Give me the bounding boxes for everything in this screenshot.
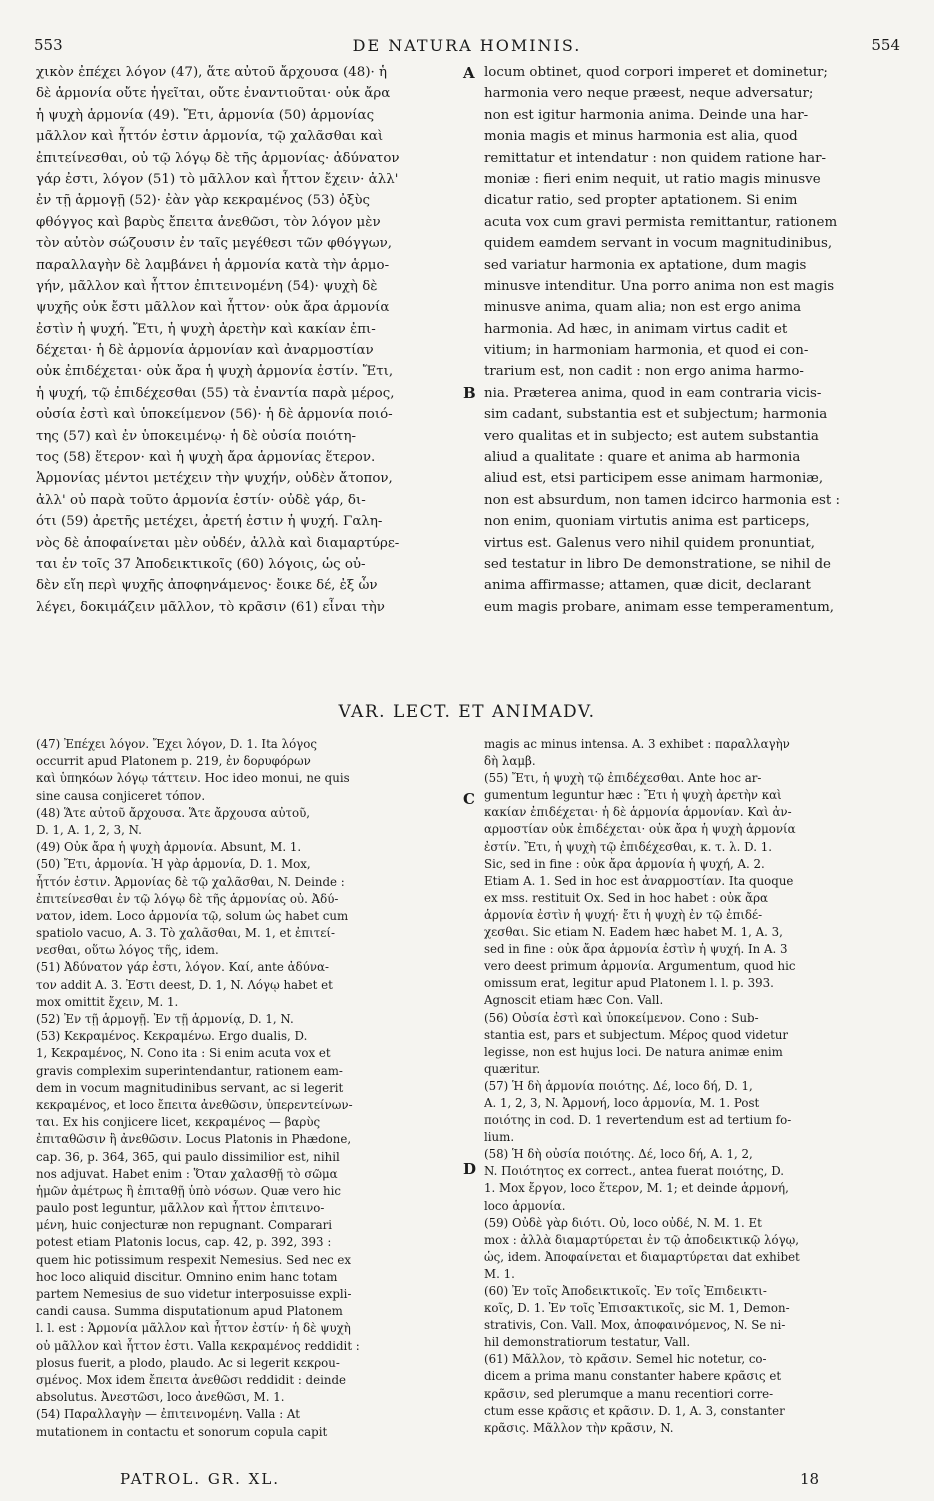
text-line: (54) Παραλλαγὴν — ἐπιτεινομένη. Valla : At: [36, 1407, 300, 1422]
text-line: nia. Præterea anima, quod in eam contraria vicis-: [484, 385, 822, 401]
text-line: monia magis et minus harmonia est alia, quod: [484, 129, 798, 145]
text-line: νὸς δὲ ἀποφαίνεται μὲν οὐδέν, ἀλλὰ καὶ διαμαρτύρε-: [36, 535, 400, 551]
text-line: φθόγγος καὶ βαρὺς ἔπειτα ἀνεθῶσι, τὸν λόγον μὲν: [36, 214, 381, 230]
text-line: eum magis probare, animam esse temperamentum,: [484, 599, 835, 615]
text-line: (48) Ἅτε αὐτοῦ ἄρχουσα. Ἅτε ἄρχουσα αὐτοῦ,: [36, 805, 311, 820]
text-line: paulo post leguntur, μᾶλλον καὶ ἧττον ἐπιτεινο-: [36, 1201, 325, 1216]
text-line: strativis, Con. Vall. Mox, ἀποφαινόμενος, N. Se ni-: [484, 1318, 786, 1333]
text-line: κρᾶσις. Μᾶλλον τὴν κρᾶσιν, N.: [484, 1420, 674, 1435]
text-line: ἐστίν. Ἔτι, ἡ ψυχὴ τῷ ἐπιδέχεσθαι, κ. τ. λ. D. 1.: [484, 839, 772, 854]
text-line: οὐ μᾶλλον καὶ ἧττον ἐστι. Valla κεκραμένος reddidit :: [36, 1338, 360, 1353]
text-line: occurrit apud Platonem p. 219, ἐν δορυφόρων: [36, 754, 311, 769]
text-line: τὸν αὐτὸν σώζουσιν ἐν ταῖς μεγέθεσι τῶν φθόγγων,: [36, 236, 393, 252]
margin-letter-a: A: [463, 64, 475, 82]
text-line: ἁρμονία ἐστὶν ἡ ψυχή· ἔτι ἡ ψυχὴ ἐν τῷ ἐπιδέ-: [484, 907, 763, 922]
text-line: ἐπιταθῶσιν ἢ ἀνεθῶσιν. Locus Platonis in Phædone,: [36, 1132, 352, 1147]
text-line: magis ac minus intensa. A. 3 exhibet : παραλλαγὴν: [484, 737, 790, 751]
text-line: vitium; in harmoniam harmonia, et quod ei con-: [484, 343, 809, 359]
footer-signature: 18: [800, 1470, 820, 1488]
text-line: spatiolo vacuo, A. 3. Τὸ χαλᾶσθαι, M. 1, et ἐπιτεί-: [36, 926, 335, 941]
text-line: δὲ ἁρμονία οὔτε ἡγεῖται, οὔτε ἐναντιοῦται· οὐκ ἄρα: [36, 86, 391, 102]
text-line: D. 1, A. 1, 2, 3, N.: [36, 822, 142, 837]
notes-right-column: [484, 736, 900, 1437]
text-line: δέχεται· ἡ δὲ ἁρμονία ἁρμονίαν καὶ ἀναρμοστίαν: [36, 343, 374, 359]
text-line: παραλλαγὴν δὲ λαμβάνει ἡ ἁρμονία κατὰ τὴν ἁρμο-: [36, 257, 390, 273]
text-line: nos adjuvat. Habet enim : Ὅταν χαλασθῇ τὸ σῶμα: [36, 1166, 338, 1181]
text-line: χικὸν ἐπέχει λόγον (47), ἅτε αὐτοῦ ἄρχουσα (48)· ἡ: [36, 65, 388, 80]
text-line: (53) Κεκραμένος. Κεκραμένω. Ergo dualis, D.: [36, 1029, 308, 1044]
text-line: harmonia. Ad hæc, in animam virtus cadit et: [484, 321, 788, 337]
text-line: Agnoscit etiam hæc Con. Vall.: [484, 993, 664, 1008]
text-line: 1, Κεκραμένος, N. Cono ita : Si enim acuta vox et: [36, 1046, 331, 1061]
text-line: (52) Ἐν τῇ ἁρμογῇ. Ἐν τῇ ἁρμονίᾳ, D. 1, N.: [36, 1012, 294, 1026]
text-line: οὐκ ἐπιδέχεται· οὐκ ἄρα ἡ ψυχὴ ἁρμονία ἐστίν. Ἔτι,: [36, 364, 394, 380]
text-line: δὴ λαμβ.: [484, 754, 536, 769]
text-line: ται ἐν τοῖς 37 Ἀποδεικτικοῖς (60) λόγοις, ὡς οὐ-: [36, 556, 366, 572]
running-header: [34, 36, 900, 60]
text-line: της (57) καὶ ἐν ὑποκειμένῳ· ἡ δὲ οὐσία ποιότη-: [36, 428, 357, 444]
text-line: remittatur et intendatur : non quidem ratione har-: [484, 150, 827, 166]
text-line: ex mss. restituit Ox. Sed in hoc habet : οὐκ ἄρα: [484, 890, 768, 905]
text-line: Sic, sed in fine : οὐκ ἄρα ἁρμονία ἡ ψυχή, A. 2.: [484, 856, 765, 871]
text-line: omissum erat, legitur apud Platonem l. l. p. 393.: [484, 976, 774, 991]
text-line: mutationem in contactu et sonorum copula capit: [36, 1424, 328, 1439]
page-title: DE NATURA HOMINIS.: [352, 36, 582, 55]
text-line: 1. Mox ἔργον, loco ἕτερον, M. 1; et deinde ἁρμονή,: [484, 1181, 789, 1196]
text-line: quidem eamdem servant in vocum magnitudinibus,: [484, 236, 833, 252]
text-line: vero deest primum ἁρμονία. Argumentum, quod hic: [484, 959, 796, 974]
footer-series: PATROL. GR. XL.: [120, 1470, 281, 1488]
text-line: lium.: [484, 1130, 515, 1145]
text-line: non est igitur harmonia anima. Deinde una har-: [484, 107, 809, 123]
text-line: μένη, huic conjecturæ non repugnant. Comparari: [36, 1218, 333, 1233]
text-line: potest etiam Platonis locus, cap. 42, p. 392, 393 :: [36, 1235, 332, 1250]
margin-letter-c: C: [463, 790, 475, 808]
text-line: (57) Ἡ δὴ ἁρμονία ποιότης. Δέ, loco δή, D. 1,: [484, 1078, 753, 1093]
text-line: σμένος. Mox idem ἔπειτα ἀνεθῶσι reddidit : deinde: [36, 1372, 346, 1387]
text-line: (50) Ἔτι, ἁρμονία. Ἡ γὰρ ἁρμονία, D. 1. Mox,: [36, 857, 311, 872]
text-line: anima affirmasse; attamen, quæ dicit, declarant: [484, 578, 811, 594]
margin-letter-d: D: [463, 1160, 477, 1178]
text-line: vero qualitas et in subjecto; est autem substantia: [484, 428, 819, 444]
text-line: aliud est, etsi participem esse animam harmoniæ,: [484, 471, 824, 487]
text-line: (51) Ἀδύνατον γάρ ἐστι, λόγον. Καί, ante ἀδύνα-: [36, 960, 329, 975]
text-line: moniæ : fieri enim nequit, ut ratio magis minusve: [484, 171, 821, 187]
text-line: harmonia vero neque præest, neque adversatur;: [484, 86, 814, 102]
text-line: οὐσία ἐστὶ καὶ ὑποκείμενον (56)· ἡ δὲ ἁρμονία ποιό-: [36, 407, 393, 423]
text-line: sed variatur harmonia ex aptatione, dum magis: [484, 257, 807, 273]
text-line: τον addit A. 3. Ἐστι deest, D. 1, N. Λόγῳ habet et: [36, 977, 333, 992]
text-line: τος (58) ἕτερον· καὶ ἡ ψυχὴ ἄρα ἁρμονίας ἕτερον.: [36, 450, 376, 466]
text-line: γάρ ἐστι, λόγον (51) τὸ μᾶλλον καὶ ἧττον ἔχειν· ἀλλ': [36, 171, 399, 187]
text-line: hoc loco aliquid discitur. Omnino enim hanc totam: [36, 1269, 338, 1284]
notes-left-column: [36, 736, 460, 1441]
text-line: ctum esse κρᾶσις et κρᾶσιν. D. 1, A. 3, constanter: [484, 1403, 785, 1418]
text-line: gravis complexim superintendantur, rationem eam-: [36, 1063, 343, 1078]
text-line: (49) Οὐκ ἄρα ἡ ψυχὴ ἁρμονία. Absunt, M. 1.: [36, 840, 302, 855]
text-line: (55) Ἔτι, ἡ ψυχὴ τῷ ἐπιδέχεσθαι. Ante hoc ar-: [484, 771, 762, 786]
text-line: N. Ποιότητος ex correct., antea fuerat ποιότης, D.: [484, 1164, 785, 1179]
greek-text-column: [36, 62, 460, 618]
text-line: λέγει, δοκιμάζειν μᾶλλον, τὸ κρᾶσιν (61) εἶναι τὴν: [36, 599, 385, 615]
text-line: virtus est. Galenus vero nihil quidem pronuntiat,: [484, 535, 816, 551]
text-line: absolutus. Ἀνεστῶσι, loco ἀνεθῶσι, M. 1.: [36, 1390, 285, 1405]
text-line: ἧττόν ἐστιν. Ἁρμονίας δὲ τῷ χαλᾶσθαι, N. Deinde :: [36, 874, 345, 889]
text-line: dicatur ratio, sed propter aptationem. Si enim: [484, 193, 798, 209]
text-line: sed in fine : οὐκ ἄρα ἁρμονία ἐστὶν ἡ ψυχή. In A. 3: [484, 942, 788, 957]
text-line: ἀλλ' οὐ παρὰ τοῦτο ἁρμονία ἐστίν· οὐδὲ γάρ, δι-: [36, 492, 366, 508]
text-line: γήν, μᾶλλον καὶ ἧττον ἐπιτεινομένη (54)· ψυχὴ δὲ: [36, 278, 378, 294]
text-line: (47) Ἐπέχει λόγον. Ἔχει λόγον, D. 1. Ita λόγος: [36, 737, 317, 751]
latin-text-column: [484, 62, 900, 618]
text-line: (58) Ἡ δὴ οὐσία ποιότης. Δέ, loco δή, A. 1, 2,: [484, 1147, 753, 1162]
text-line: ἡ ψυχὴ ἁρμονία (49). Ἔτι, ἁρμονία (50) ἁρμονίας: [36, 107, 375, 123]
text-line: legisse, non est hujus loci. De natura animæ enim: [484, 1044, 783, 1059]
text-line: ται. Ex his conjicere licet, κεκραμένος — βαρὺς: [36, 1115, 321, 1130]
text-line: trarium est, non cadit : non ergo anima harmo-: [484, 364, 804, 380]
text-line: (59) Οὐδὲ γὰρ διότι. Οὐ, loco οὐδέ, N. M. 1. Et: [484, 1215, 762, 1230]
text-line: A. 1, 2, 3, N. Ἁρμονή, loco ἁρμονία, M. 1. Post: [484, 1095, 760, 1110]
text-line: δὲν εἴη περὶ ψυχῆς ἀποφηνάμενος· ἔοικε δέ, ἐξ ὧν: [36, 578, 378, 594]
text-line: cap. 36, p. 364, 365, qui paulo dissimilior est, nihil: [36, 1149, 340, 1164]
text-line: κοῖς, D. 1. Ἐν τοῖς Ἐπισακτικοῖς, sic M. 1, Demon-: [484, 1301, 790, 1316]
text-line: μᾶλλον καὶ ἧττόν ἐστιν ἁρμονία, τῷ χαλᾶσθαι καὶ: [36, 129, 384, 145]
text-line: ποιότης in cod. D. 1 revertendum est ad tertium fo-: [484, 1113, 792, 1128]
text-line: quem hic potissimum respexit Nemesius. Sed nec ex: [36, 1252, 352, 1267]
text-line: candi causa. Summa disputationum apud Platonem: [36, 1304, 343, 1319]
text-line: Ἁρμονίας μέντοι μετέχειν τὴν ψυχήν, οὐδὲν ἄτοπον,: [36, 471, 393, 487]
text-line: (56) Οὐσία ἐστὶ καὶ ὑποκείμενον. Cono : Sub-: [484, 1010, 759, 1025]
text-line: καὶ ὑπηκόων λόγῳ τάττειν. Hoc ideo monui, ne quis: [36, 771, 350, 786]
text-line: aliud a qualitate : quare et anima ab harmonia: [484, 450, 801, 466]
page-number-right: 554: [871, 36, 900, 54]
text-line: (61) Μᾶλλον, τὸ κρᾶσιν. Semel hic notetur, co-: [484, 1352, 767, 1367]
text-line: non enim, quoniam virtutis anima est particeps,: [484, 514, 810, 530]
text-line: hil demonstratiorum testatur, Vall.: [484, 1335, 691, 1350]
text-line: Etiam A. 1. Sed in hoc est ἀναρμοστίαν. Ita quoque: [484, 873, 794, 888]
text-line: (60) Ἐν τοῖς Ἀποδεικτικοῖς. Ἐν τοῖς Ἐπιδεικτι-: [484, 1284, 767, 1298]
text-line: minusve anima, quam alia; non est ergo anima: [484, 300, 802, 316]
text-line: loco ἁρμονία.: [484, 1198, 566, 1213]
text-line: sed testatur in libro De demonstratione, se nihil de: [484, 556, 831, 572]
text-line: sim cadant, substantia est et subjectum; harmonia: [484, 407, 828, 423]
section-heading: VAR. LECT. ET ANIMADV.: [338, 702, 596, 722]
page-number-left: 553: [34, 36, 63, 54]
margin-letter-b: B: [463, 384, 476, 402]
text-line: χεσθαι. Sic etiam N. Eadem hæc habet M. 1, A. 3,: [484, 925, 783, 940]
text-line: locum obtinet, quod corpori imperet et dominetur;: [484, 65, 828, 80]
text-line: ἡ ψυχή, τῷ ἐπιδέχεσθαι (55) τὰ ἐναντία παρὰ μέρος,: [36, 385, 395, 401]
text-line: acuta vox cum gravi permista remittantur, rationem: [484, 214, 838, 230]
text-line: gumentum leguntur hæc : Ἔτι ἡ ψυχὴ ἀρετὴν καὶ: [484, 788, 782, 803]
text-line: dicem a prima manu constanter habere κρᾶσις et: [484, 1369, 782, 1384]
text-line: ἐστὶν ἡ ψυχή. Ἔτι, ἡ ψυχὴ ἀρετὴν καὶ κακίαν ἐπι-: [36, 321, 376, 337]
text-line: non est absurdum, non tamen idcirco harmonia est :: [484, 492, 841, 508]
text-line: ἐν τῇ ἁρμογῇ (52)· ἐὰν γὰρ κεκραμένος (53) ὀξὺς: [36, 193, 371, 209]
text-line: partem Nemesius de suo videtur interposuisse expli-: [36, 1287, 352, 1301]
text-line: νατον, idem. Loco ἁρμονία τῷ, solum ὡς habet cum: [36, 908, 349, 923]
text-line: νεσθαι, οὕτω λόγος τῆς, idem.: [36, 943, 219, 958]
text-line: ἐπιτείνεσθαι, οὐ τῷ λόγῳ δὲ τῆς ἁρμονίας· ἀδύνατον: [36, 150, 400, 166]
text-line: κρᾶσιν, sed plerumque a manu recentiori corre-: [484, 1386, 774, 1401]
text-line: ψυχῆς οὐκ ἔστι μᾶλλον καὶ ἧττον· οὐκ ἄρα ἁρμονία: [36, 300, 390, 316]
text-line: stantia est, pars et subjectum. Μέρος quod videtur: [484, 1027, 789, 1042]
text-line: plosus fuerit, a plodo, plaudo. Ac si legerit κεκροu-: [36, 1355, 340, 1370]
text-line: ἐπιτείνεσθαι ἐν τῷ λόγῳ δὲ τῆς ἁρμονίας οὐ. Ἀδύ-: [36, 891, 339, 906]
text-line: κεκραμένος, et loco ἔπειτα ἀνεθῶσιν, ὑπερεντείνων-: [36, 1097, 353, 1112]
text-line: ότι (59) ἀρετῆς μετέχει, ἀρετή ἐστιν ἡ ψυχή. Γαλη-: [36, 514, 383, 530]
text-line: αρμοστίαν οὐκ ἐπιδέχεται· οὐκ ἄρα ἡ ψυχὴ ἁρμονία: [484, 822, 796, 837]
text-line: l. l. est : Ἁρμονία μᾶλλον καὶ ἧττον ἐστίν· ἡ δὲ ψυχὴ: [36, 1321, 351, 1336]
text-line: ἡμῶν ἀμέτρως ἢ ἐπιταθῇ ὑπὸ νόσων. Quæ vero hic: [36, 1183, 342, 1198]
text-line: sine causa conjiceret τόπον.: [36, 788, 206, 803]
text-line: κακίαν ἐπιδέχεται· ἡ δὲ ἁρμονία ἁρμονίαν. Καὶ ἀν-: [484, 805, 792, 820]
text-line: quæritur.: [484, 1061, 541, 1076]
text-line: mox : ἀλλὰ διαμαρτύρεται ἐν τῷ ἀποδεικτικῷ λόγῳ,: [484, 1232, 800, 1247]
text-line: ὡς, idem. Ἀποφαίνεται et διαμαρτύρεται dat exhibet: [484, 1249, 800, 1264]
text-line: minusve intenditur. Una porro anima non est magis: [484, 278, 835, 294]
text-line: dem in vocum magnitudinibus servant, ac si legerit: [36, 1080, 344, 1095]
text-line: M. 1.: [484, 1266, 515, 1281]
text-line: mox omittit ἔχειν, M. 1.: [36, 994, 179, 1009]
